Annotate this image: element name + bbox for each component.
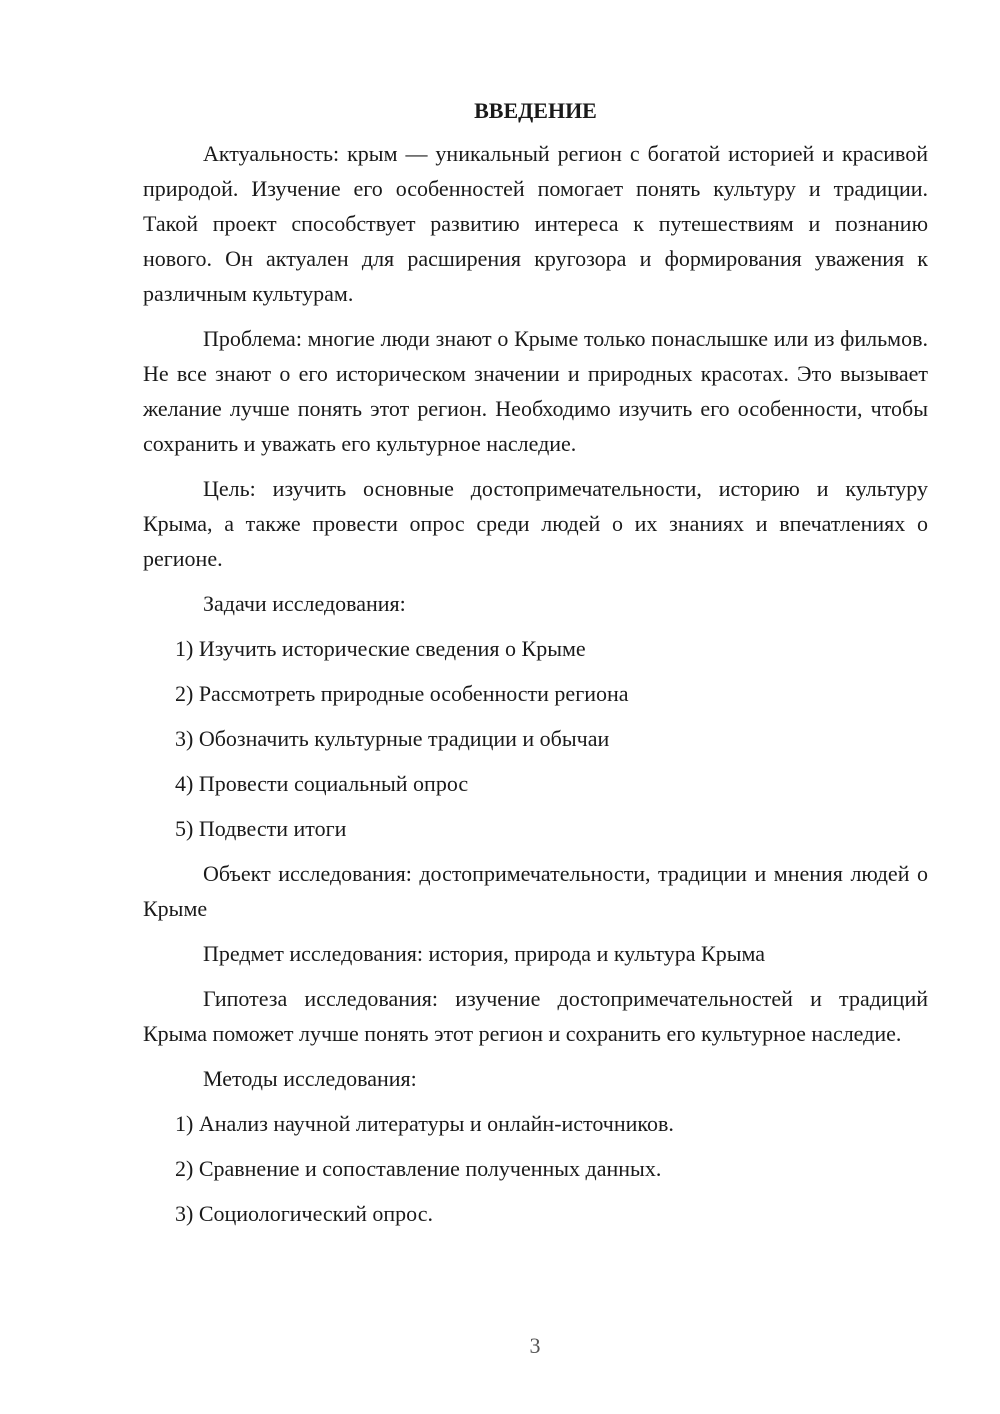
list-item: 3) Социологический опрос. [175,1201,433,1226]
document-page [143,96,928,1241]
list-item: 5) Подвести итоги [175,816,347,841]
tasks-title: Задачи исследования: [203,591,406,616]
tasks-list [143,631,928,846]
object-paragraph: Объект исследования: достопримечательности, традиции и мнения людей о Крыме [143,861,928,921]
problem-paragraph: Проблема: многие люди знают о Крыме только понаслышке или из фильмов. Не все знают о его историческом значении и природных красотах. Это вызывает желание лучше понять этот регион. Необходимо изучить его особенности, чтобы сохранить и уважать его культурное наследие. [143,326,928,456]
relevance-paragraph: Актуальность: крым — уникальный регион с богатой историей и красивой природой. Изучение его особенностей помогает понять культуру и традиции. Такой проект способствует развитию интереса к путешествиям и познанию нового. Он актуален для расширения кругозора и формирования уважения к различным культурам. [143,141,928,306]
list-item: 4) Провести социальный опрос [175,771,469,796]
methods-title: Методы исследования: [203,1066,417,1091]
hypothesis-paragraph: Гипотеза исследования: изучение достопримечательностей и традиций Крыма поможет лучше понять этот регион и сохранить его культурное наследие. [143,986,928,1046]
list-item: 1) Анализ научной литературы и онлайн-источников. [175,1111,674,1136]
page-number: 3 [529,1333,541,1358]
page-title: ВВЕДЕНИЕ [474,98,597,123]
list-item: 2) Сравнение и сопоставление полученных данных. [175,1156,662,1181]
methods-list [143,1106,928,1231]
list-item: 2) Рассмотреть природные особенности региона [175,681,629,706]
list-item: 1) Изучить исторические сведения о Крыме [175,636,586,661]
list-item: 3) Обозначить культурные традиции и обычаи [175,726,610,751]
goal-paragraph: Цель: изучить основные достопримечательности, историю и культуру Крыма, а также провести опрос среди людей о их знаниях и впечатлениях о регионе. [143,476,928,571]
subject-paragraph: Предмет исследования: история, природа и культура Крыма [203,941,766,966]
